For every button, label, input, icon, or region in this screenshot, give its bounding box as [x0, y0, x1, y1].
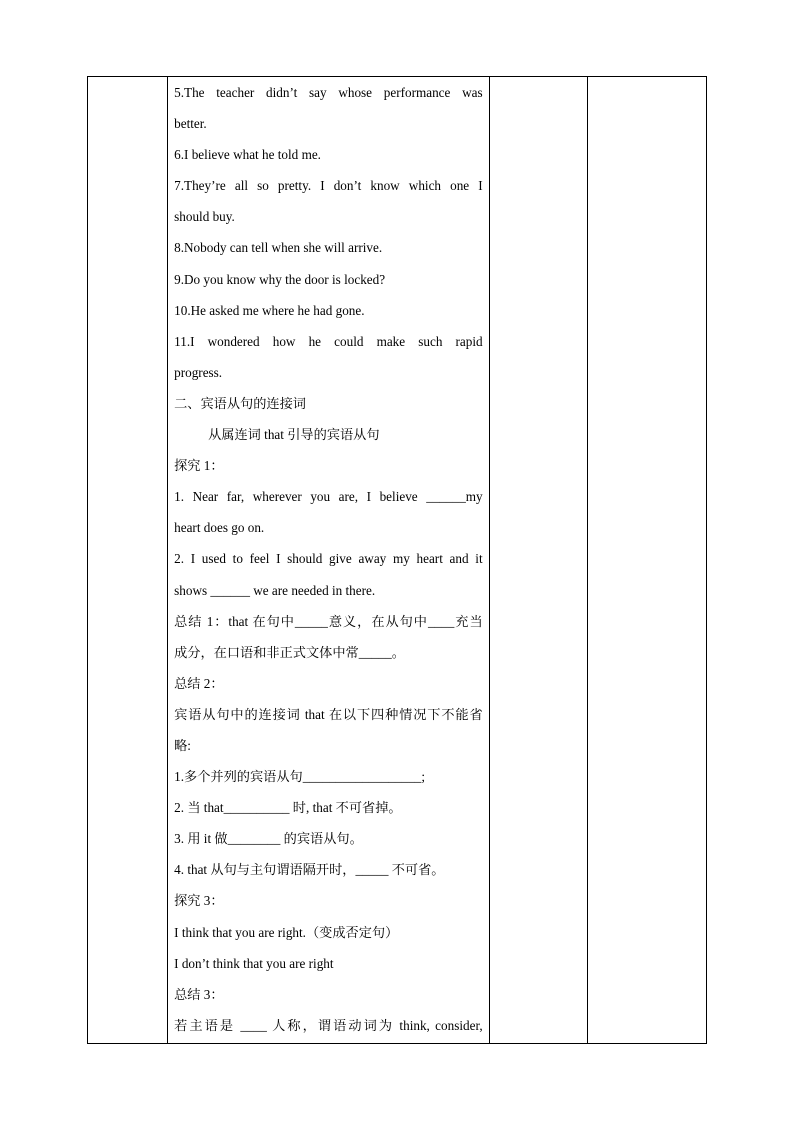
- text-line: 总结 2：: [174, 675, 224, 691]
- text-line: I don’t think that you are right: [174, 955, 334, 971]
- text-line: 9.Do you know why the door is locked?: [174, 271, 386, 287]
- text-line: 3. 用 it 做________ 的宾语从句。: [174, 831, 363, 847]
- text-line: 若主语是 ____ 人称，谓语动词为 think, consider,: [174, 1017, 483, 1033]
- text-line: should buy.: [174, 209, 235, 225]
- text-line: 5.The teacher didn’t say whose performance was: [174, 85, 483, 100]
- text-line: shows ______ we are needed in there.: [174, 582, 376, 598]
- text-line: 8.Nobody can tell when she will arrive.: [174, 240, 383, 256]
- text-line: I think that you are right.（变成否定句）: [174, 924, 399, 940]
- text-line: 6.I believe what he told me.: [174, 147, 321, 163]
- text-line: 1.多个并列的宾语从句__________________;: [174, 769, 426, 785]
- text-line: 从属连词 that 引导的宾语从句: [208, 427, 380, 443]
- text-line: 成分，在口语和非正式文体中常_____。: [174, 644, 405, 660]
- text-line: 二、宾语从句的连接词: [174, 395, 306, 411]
- left-cell: [88, 77, 168, 1044]
- text-line: 2. 当 that__________ 时, that 不可省掉。: [174, 800, 402, 816]
- text-line: 总结 3：: [174, 986, 224, 1002]
- text-line: better.: [174, 116, 207, 132]
- text-line: 1. Near far, wherever you are, I believe ______my: [174, 489, 483, 505]
- text-line: 4. that 从句与主句谓语隔开时，_____ 不可省。: [174, 862, 445, 878]
- text-line: 总结 1：that 在句中_____意义，在从句中____充当: [174, 613, 483, 629]
- text-line: 11.I wondered how he could make such rapid: [174, 333, 483, 349]
- content-cell: [168, 77, 490, 1044]
- text-line: 宾语从句中的连接词 that 在以下四种情况下不能省: [174, 706, 483, 722]
- notes-cell: [489, 77, 587, 1044]
- text-line: 探究 3：: [174, 893, 224, 909]
- table-row: [88, 77, 707, 1044]
- text-line: heart does go on.: [174, 520, 265, 536]
- text-line: progress.: [174, 364, 223, 380]
- remarks-cell: [587, 77, 706, 1044]
- text-line: 探究 1：: [174, 458, 224, 474]
- text-line: 10.He asked me where he had gone.: [174, 302, 365, 318]
- content-lines: [168, 77, 489, 1041]
- text-line: 2. I used to feel I should give away my heart and it: [174, 551, 483, 567]
- lesson-table: [87, 76, 707, 1044]
- text-line: 7.They’re all so pretty. I don’t know which one I: [174, 178, 483, 194]
- text-line: 略:: [174, 737, 191, 753]
